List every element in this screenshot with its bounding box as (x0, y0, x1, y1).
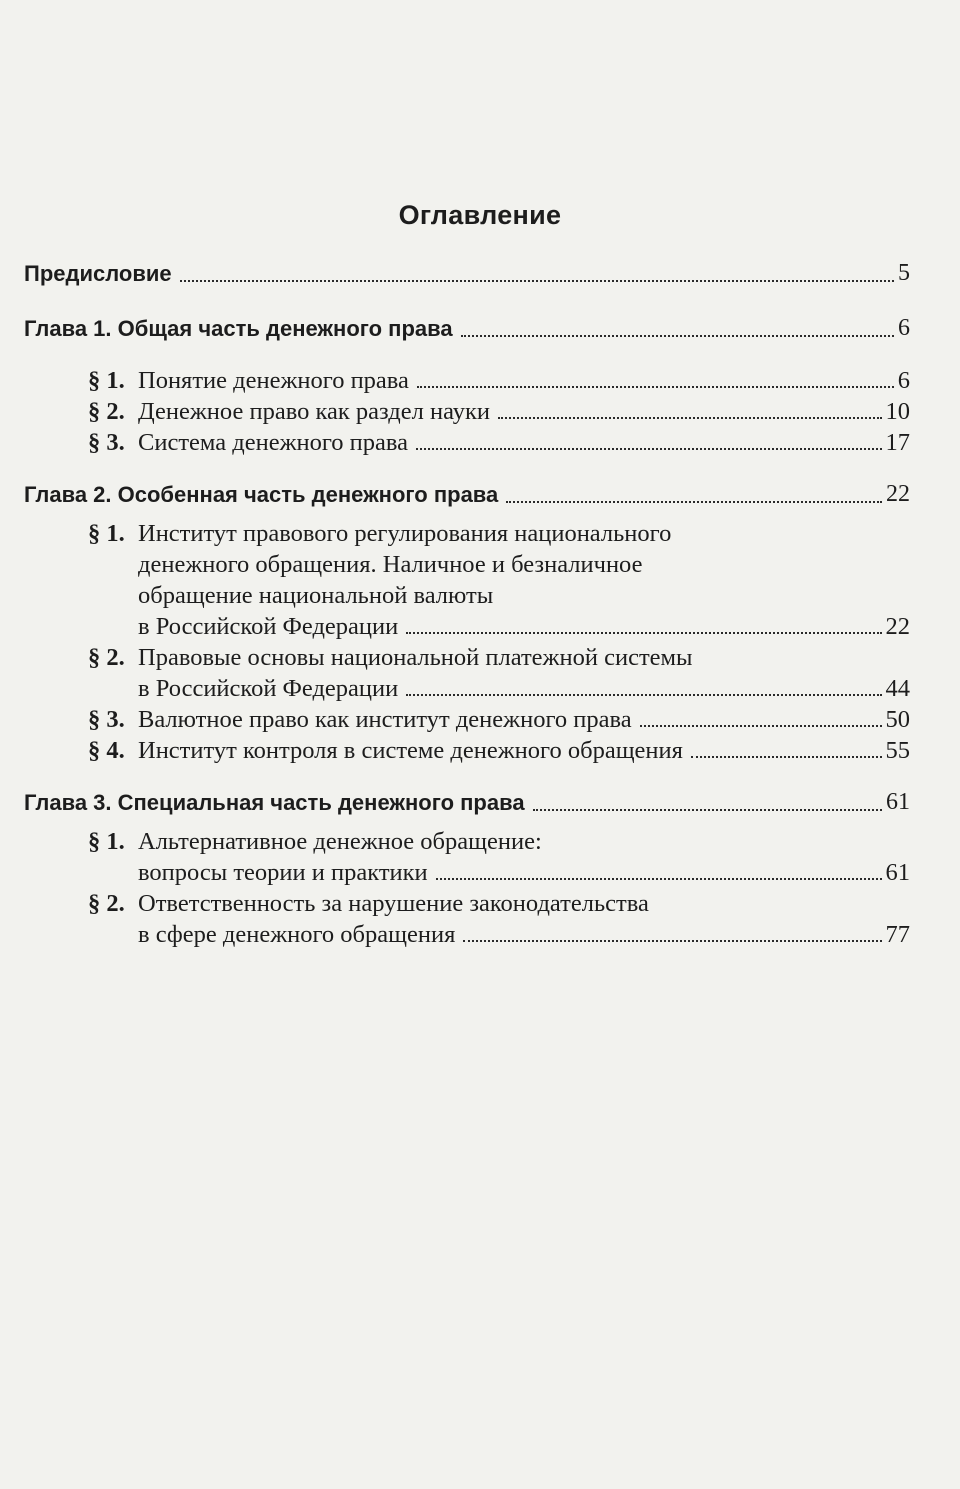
toc-section-number: § 3. (88, 706, 125, 733)
toc-section (88, 735, 910, 766)
toc-section-page: 55 (885, 737, 910, 764)
toc-section-entry (138, 396, 910, 427)
toc-section-entry (138, 735, 910, 766)
toc-section-line: Правовые основы национальной платежной системы (138, 644, 693, 671)
toc-section-body (138, 826, 910, 888)
dot-leader (406, 632, 881, 634)
spacer (24, 289, 910, 313)
toc-section-body (138, 735, 910, 766)
toc-section-title: в Российской Федерации (138, 613, 399, 640)
dot-leader (417, 386, 894, 388)
toc-section-title: в сфере денежного обращения (138, 921, 456, 948)
toc-section-number: § 1. (88, 828, 125, 855)
toc-preface (24, 258, 910, 289)
dot-leader (506, 501, 882, 503)
spacer (24, 344, 910, 365)
toc-chapter (24, 479, 910, 510)
dot-leader (180, 280, 894, 282)
toc-section-title: Понятие денежного права (138, 367, 409, 394)
toc-section-body (138, 642, 910, 704)
toc-section-page: 50 (885, 706, 910, 733)
dot-leader (406, 694, 881, 696)
spacer (24, 510, 910, 518)
dot-leader (691, 756, 882, 758)
dot-leader (498, 417, 882, 419)
toc-preface-label: Предисловие (24, 261, 172, 286)
toc-chapter-page: 61 (886, 789, 910, 815)
dot-leader (533, 809, 882, 811)
toc-section-entry (138, 857, 910, 888)
toc-section-page: 6 (897, 367, 910, 394)
toc-section-page: 61 (885, 859, 910, 886)
toc-section-number: § 1. (88, 367, 125, 394)
toc-section-number: § 4. (88, 737, 125, 764)
toc-section-entry (138, 673, 910, 704)
toc-section-line: Альтернативное денежное обращение: (138, 828, 542, 855)
spacer (24, 818, 910, 826)
toc-section-title: в Российской Федерации (138, 675, 399, 702)
toc-section-page: 10 (885, 398, 910, 425)
toc-section-title: Денежное право как раздел науки (138, 398, 490, 425)
toc-section-page: 17 (885, 429, 910, 456)
toc-section-title: Система денежного права (138, 429, 409, 456)
toc-section-body (138, 365, 910, 396)
toc-section (88, 518, 910, 642)
spacer (24, 766, 910, 787)
toc-section-entry (138, 365, 910, 396)
dot-leader (640, 725, 882, 727)
toc-chapters (24, 289, 910, 950)
toc-section-body (138, 704, 910, 735)
toc-section-entry (138, 611, 910, 642)
toc-chapter-page: 6 (898, 315, 910, 341)
toc-section-page: 22 (885, 613, 910, 640)
toc-section-number: § 2. (88, 644, 125, 671)
toc-section-page: 77 (885, 921, 910, 948)
toc-section-body (138, 396, 910, 427)
toc-chapter-label: Глава 3. Специальная часть денежного права (24, 790, 525, 815)
toc-section-body (138, 518, 910, 642)
toc-chapter (24, 313, 910, 344)
toc-section (88, 888, 910, 950)
toc-section (88, 642, 910, 704)
toc-section-number: § 1. (88, 520, 125, 547)
toc-section-line: денежного обращения. Наличное и безналичное (138, 551, 643, 578)
toc-section-number: § 2. (88, 890, 125, 917)
spacer (24, 458, 910, 479)
dot-leader (463, 940, 881, 942)
toc-section-title: Институт контроля в системе денежного обращения (138, 737, 683, 764)
page-title: Оглавление (398, 200, 562, 230)
toc-chapter-label: Глава 1. Общая часть денежного права (24, 316, 453, 341)
toc-chapter-label: Глава 2. Особенная часть денежного права (24, 482, 499, 507)
toc-section-body (138, 427, 910, 458)
dot-leader (461, 335, 894, 337)
toc-section-line: Институт правового регулирования национального (138, 520, 672, 547)
toc-section-page: 44 (885, 675, 910, 702)
toc-section-entry (138, 704, 910, 735)
toc-section-line: обращение национальной валюты (138, 582, 494, 609)
dot-leader (416, 448, 881, 450)
toc-section-title: вопросы теории и практики (138, 859, 428, 886)
toc-section-number: § 3. (88, 429, 125, 456)
toc-section (88, 396, 910, 427)
toc-section-entry (138, 427, 910, 458)
toc-section-title: Валютное право как институт денежного права (138, 706, 632, 733)
toc-section-number: § 2. (88, 398, 125, 425)
toc-section (88, 704, 910, 735)
toc-section-body (138, 888, 910, 950)
toc-section (88, 365, 910, 396)
dot-leader (436, 878, 882, 880)
toc-section-line: Ответственность за нарушение законодательства (138, 890, 649, 917)
table-of-contents (24, 258, 910, 950)
toc-section-entry (138, 919, 910, 950)
toc-section (88, 427, 910, 458)
toc-section (88, 826, 910, 888)
toc-preface-page: 5 (898, 260, 910, 286)
toc-chapter-page: 22 (886, 481, 910, 507)
toc-chapter (24, 787, 910, 818)
